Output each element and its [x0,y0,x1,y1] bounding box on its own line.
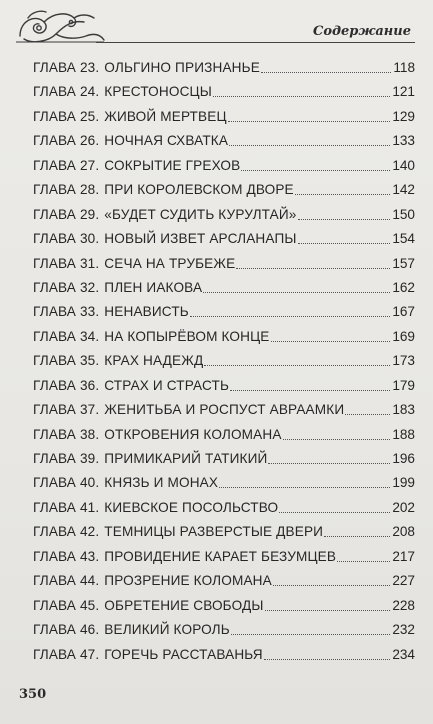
toc-entry-label [33,329,270,345]
toc-entry [0,544,433,568]
toc-entry [0,79,433,103]
dot-leader [337,561,390,562]
toc-entry-label [33,304,189,320]
chapter-title: НЕНАВИСТЬ [104,304,189,320]
chapter-title: НОВЫЙ ИЗВЕТ АРСЛАНАПЫ [104,231,297,247]
chapter-number: ГЛАВА 29. [33,206,100,222]
chapter-title: КНЯЗЬ И МОНАХ [104,475,219,491]
chapter-page-number: 121 [392,84,415,100]
dot-leader [268,463,390,464]
dot-leader [190,316,390,317]
chapter-title: КИЕВСКОЕ ПОСОЛЬСТВО [104,499,279,515]
toc-entry-label [33,475,218,491]
chapter-number: ГЛАВА 42. [33,524,100,540]
toc-entry-label [33,427,282,443]
header-ornament-icon [14,6,106,46]
chapter-number: ГЛАВА 45. [33,597,100,613]
dot-leader [231,634,390,635]
toc-entry [0,128,433,152]
dot-leader [273,585,390,586]
dot-leader [298,219,391,220]
chapter-number: ГЛАВА 23. [33,60,100,75]
chapter-title: ЖИВОЙ МЕРТВЕЦ [104,108,227,124]
toc-entry [0,642,433,666]
chapter-title: ТЕМНИЦЫ РАЗВЕРСТЫЕ ДВЕРИ [104,524,324,540]
section-title: Содержание [312,24,411,39]
chapter-page-number: 183 [392,402,415,418]
toc-entry [0,55,433,79]
toc-entry-label [33,231,297,247]
toc-entry-label [33,622,230,638]
chapter-page-number: 154 [392,231,415,247]
toc-entry [0,226,433,250]
chapter-title: ПРИ КОРОЛЕВСКОМ ДВОРЕ [104,182,294,198]
chapter-number: ГЛАВА 27. [33,157,100,173]
dot-leader [230,390,390,391]
toc-entry-label [33,182,294,198]
toc-entry [0,251,433,275]
chapter-title: ПРОВИДЕНИЕ КАРАЕТ БЕЗУМЦЕВ [104,548,337,564]
chapter-number: ГЛАВА 46. [33,622,100,638]
toc-entry [0,202,433,226]
toc-entry [0,593,433,617]
toc-entry [0,422,433,446]
chapter-page-number: 142 [392,182,415,198]
dot-leader [228,121,391,122]
toc-entry [0,617,433,641]
chapter-page-number: 118 [393,60,415,75]
chapter-number: ГЛАВА 44. [33,573,100,589]
chapter-page-number: 169 [392,328,415,344]
chapter-page-number: 179 [392,377,415,393]
chapter-page-number: 150 [392,206,415,222]
chapter-number: ГЛАВА 39. [33,451,100,466]
chapter-title: ОЛЬГИНО ПРИЗНАНЬЕ [104,60,260,75]
chapter-page-number: 162 [392,279,415,295]
toc-entry-label [33,280,202,296]
toc-entry-label [33,451,267,467]
chapter-number: ГЛАВА 24. [33,84,100,100]
toc-entry [0,299,433,323]
chapter-title: КРАХ НАДЕЖД [104,353,204,369]
toc-entry-label [33,60,260,76]
dot-leader [295,194,391,195]
dot-leader [271,341,391,342]
toc-entry [0,275,433,299]
toc-entry [0,519,433,543]
chapter-title: «БУДЕТ СУДИТЬ КУРУЛТАЙ» [104,206,297,222]
chapter-page-number: 133 [392,133,415,149]
dot-leader [298,243,391,244]
chapter-title: ГОРЕЧЬ РАССТАВАНЬЯ [104,646,263,662]
chapter-number: ГЛАВА 40. [33,475,100,491]
toc-entry [0,348,433,372]
chapter-title: ВЕЛИКИЙ КОРОЛЬ [104,622,230,638]
dot-leader [203,292,390,293]
toc-entry-label [33,573,272,589]
dot-leader [204,365,390,366]
toc-entry [0,495,433,519]
dot-leader [261,72,391,73]
chapter-page-number: 173 [392,353,415,369]
toc-entry-label [33,158,240,174]
chapter-number: ГЛАВА 25. [33,108,100,124]
toc-entry-label [33,378,229,394]
chapter-number: ГЛАВА 33. [33,304,100,320]
chapter-page-number: 234 [392,646,415,662]
toc-entry-label [33,256,235,272]
dot-leader [229,145,390,146]
chapter-number: ГЛАВА 31. [33,255,100,271]
chapter-page-number: 232 [392,622,415,638]
chapter-page-number: 208 [392,524,415,540]
toc-entry [0,177,433,201]
dot-leader [213,96,390,97]
toc-entry [0,104,433,128]
chapter-number: ГЛАВА 28. [33,182,100,198]
toc-entry-label [33,109,227,125]
toc-entry [0,446,433,470]
chapter-title: СОКРЫТИЕ ГРЕХОВ [104,157,241,173]
chapter-number: ГЛАВА 34. [33,328,100,344]
toc-entry-label [33,549,336,565]
toc-entry-label [33,647,263,663]
chapter-page-number: 188 [392,426,415,442]
toc-entry [0,568,433,592]
dot-leader [219,487,390,488]
chapter-number: ГЛАВА 43. [33,548,100,564]
chapter-page-number: 167 [392,304,415,320]
chapter-title: ЖЕНИТЬБА И РОСПУСТ АВРААМКИ [104,402,345,418]
chapter-page-number: 227 [392,573,415,589]
chapter-number: ГЛАВА 26. [33,133,100,149]
chapter-title: СТРАХ И СТРАСТЬ [104,377,230,393]
chapter-number: ГЛАВА 36. [33,377,100,393]
chapter-title: ПЛЕН ИАКОВА [104,279,203,295]
chapter-title: СЕЧА НА ТРУБЕЖЕ [104,255,236,271]
page-number: 350 [19,687,47,702]
dot-leader [324,536,390,537]
dot-leader [236,268,390,269]
chapter-number: ГЛАВА 32. [33,279,100,295]
dot-leader [241,170,390,171]
chapter-title: ОТКРОВЕНИЯ КОЛОМАНА [104,426,282,442]
toc-entry [0,153,433,177]
chapter-number: ГЛАВА 38. [33,426,100,442]
chapter-number: ГЛАВА 47. [33,646,100,662]
chapter-title: НА КОПЫРЁВОМ КОНЦЕ [104,328,270,344]
chapter-page-number: 202 [392,499,415,515]
toc-entry-label [33,133,228,149]
toc-entry-label [33,402,344,418]
toc-entry-label [33,500,278,516]
chapter-number: ГЛАВА 35. [33,353,100,369]
table-of-contents [0,55,433,666]
chapter-page-number: 196 [392,451,415,466]
chapter-number: ГЛАВА 37. [33,402,100,418]
toc-entry [0,470,433,494]
chapter-page-number: 129 [392,108,415,124]
dot-leader [283,439,391,440]
dot-leader [265,610,391,611]
toc-entry [0,373,433,397]
chapter-number: ГЛАВА 41. [33,499,100,515]
dot-leader [264,659,391,660]
dot-leader [345,414,390,415]
toc-entry-label [33,598,264,614]
toc-entry-label [33,353,203,369]
chapter-page-number: 199 [392,475,415,491]
chapter-page-number: 217 [392,548,415,564]
chapter-title: НОЧНАЯ СХВАТКА [104,133,229,149]
header-divider [96,42,415,43]
toc-entry-label [33,84,212,100]
chapter-title: ПРИМИКАРИЙ ТАТИКИЙ [104,451,268,466]
toc-entry [0,397,433,421]
toc-entry-label [33,207,297,223]
toc-entry [0,324,433,348]
chapter-page-number: 140 [392,157,415,173]
chapter-number: ГЛАВА 30. [33,231,100,247]
chapter-title: КРЕСТОНОСЦЫ [104,84,212,100]
chapter-page-number: 228 [392,597,415,613]
chapter-title: ОБРЕТЕНИЕ СВОБОДЫ [104,597,264,613]
dot-leader [279,512,390,513]
chapter-title: ПРОЗРЕНИЕ КОЛОМАНА [104,573,272,589]
toc-entry-label [33,524,323,540]
chapter-page-number: 157 [392,255,415,271]
